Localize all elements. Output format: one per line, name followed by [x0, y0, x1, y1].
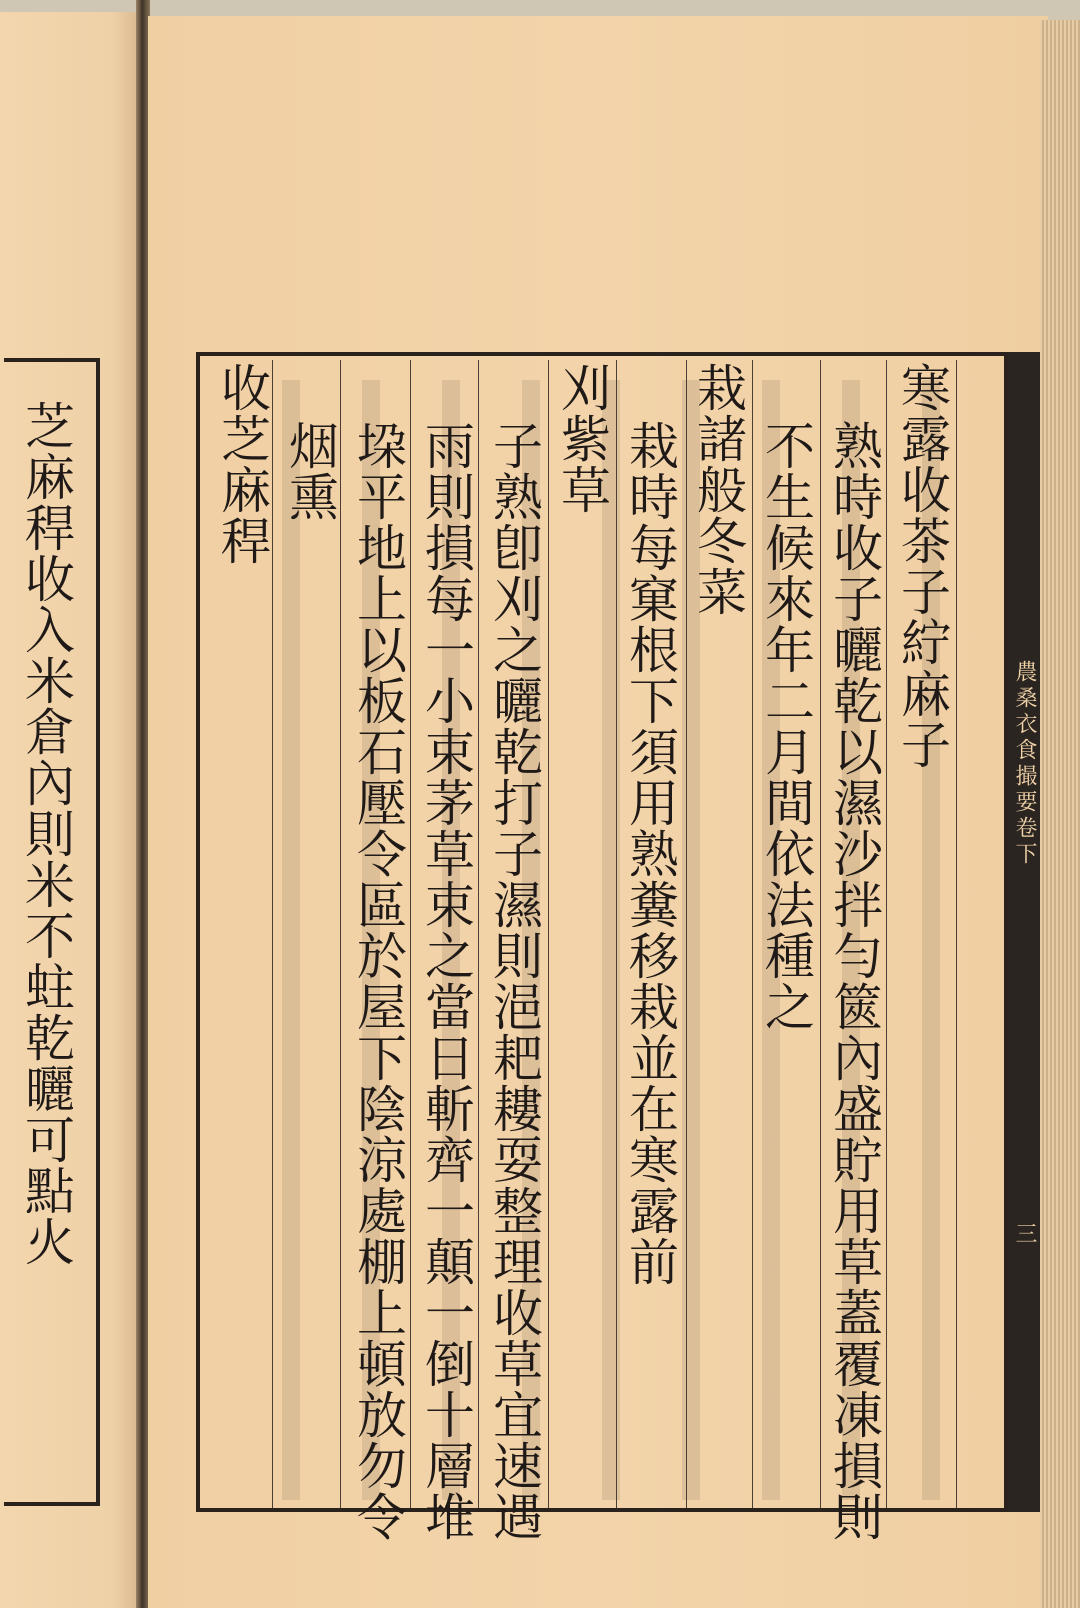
text-column: 烟熏: [281, 420, 339, 522]
column-rule: [752, 360, 753, 1508]
column-rule: [478, 360, 479, 1508]
column-rule: [820, 360, 821, 1508]
column-rule: [686, 360, 687, 1508]
text-column: 垜平地上以板石壓令區於屋下陰涼處棚上頓放勿令: [349, 420, 407, 1542]
text-column: 栽諸般冬菜: [689, 362, 747, 617]
book-title: 農桑衣食撮要卷下: [1012, 660, 1037, 868]
text-column: 芝麻稈收入米倉內則米不蛀乾曬可點火: [17, 400, 75, 1267]
text-column: 不生候來年二月間依法種之: [757, 420, 815, 1032]
text-column: 雨則損每一小束茅草束之當日斬齊一顛一倒十層堆: [417, 420, 475, 1542]
column-rule: [956, 360, 957, 1508]
text-column: 子熟卽刈之曬乾打子濕則浥耙耬耍整理收草宜速遇: [485, 420, 543, 1542]
column-rule: [272, 360, 273, 1508]
text-column: 熟時收子曬乾以濕沙拌勻篋內盛貯用草蓋覆凍損則: [825, 420, 883, 1542]
page-center-band: [1008, 352, 1040, 1512]
text-column: 收芝麻稈: [213, 362, 271, 566]
text-column: 栽時每窠根下須用熟糞移栽並在寒露前: [621, 420, 679, 1287]
column-rule: [886, 360, 887, 1508]
text-column: 刈紫草: [553, 362, 611, 515]
column-rule: [410, 360, 411, 1508]
column-rule: [548, 360, 549, 1508]
page-edges: [1040, 20, 1080, 1608]
column-rule: [340, 360, 341, 1508]
page-number: 三: [1012, 1222, 1037, 1244]
column-rule: [616, 360, 617, 1508]
text-column: 寒露收茶子紵麻子: [893, 362, 951, 770]
